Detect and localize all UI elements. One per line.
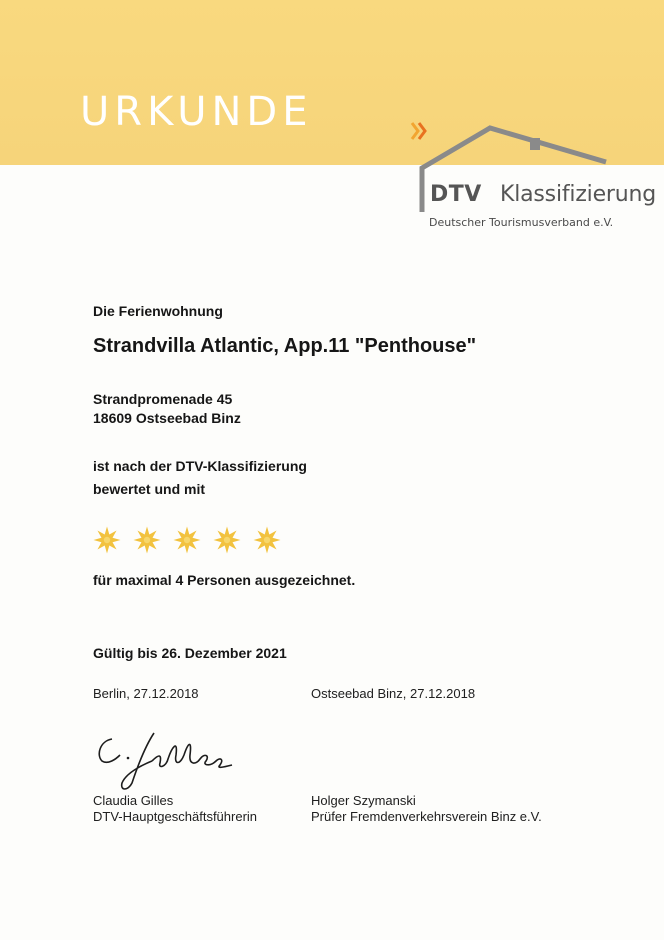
statement-line1: ist nach der DTV-Klassifizierung [93, 458, 307, 474]
certificate-title: URKUNDE [80, 89, 313, 135]
star-icon [213, 526, 241, 554]
star-icon [173, 526, 201, 554]
validity-text: Gültig bis 26. Dezember 2021 [93, 645, 287, 661]
right-place-date: Ostseebad Binz, 27.12.2018 [311, 686, 476, 701]
left-signatory-name: Claudia Gilles [93, 793, 174, 808]
right-signatory-name: Holger Szymanski [311, 793, 416, 808]
chevron-arrows-icon [410, 120, 430, 142]
star-icon [133, 526, 161, 554]
signature [92, 725, 242, 795]
star-icon [93, 526, 121, 554]
dtv-logo [410, 120, 664, 240]
statement-line2: bewertet und mit [93, 481, 206, 497]
logo-subtitle: Deutscher Tourismusverband e.V. [429, 216, 614, 229]
star-rating [93, 526, 281, 554]
intro-text: Die Ferienwohnung [93, 303, 223, 319]
address-line1: Strandpromenade 45 [93, 391, 233, 407]
logo-brand: DTV [430, 182, 482, 207]
property-name: Strandvilla Atlantic, App.11 "Penthouse" [93, 335, 477, 357]
left-place-date: Berlin, 27.12.2018 [93, 686, 199, 701]
address-line2: 18609 Ostseebad Binz [93, 410, 241, 426]
logo-name: Klassifizierung [500, 182, 657, 207]
capacity-text: für maximal 4 Personen ausgezeichnet. [93, 572, 356, 588]
right-signatory-role: Prüfer Fremdenverkehrsverein Binz e.V. [311, 809, 542, 824]
star-icon [253, 526, 281, 554]
left-signatory-role: DTV-Hauptgeschäftsführerin [93, 809, 258, 824]
